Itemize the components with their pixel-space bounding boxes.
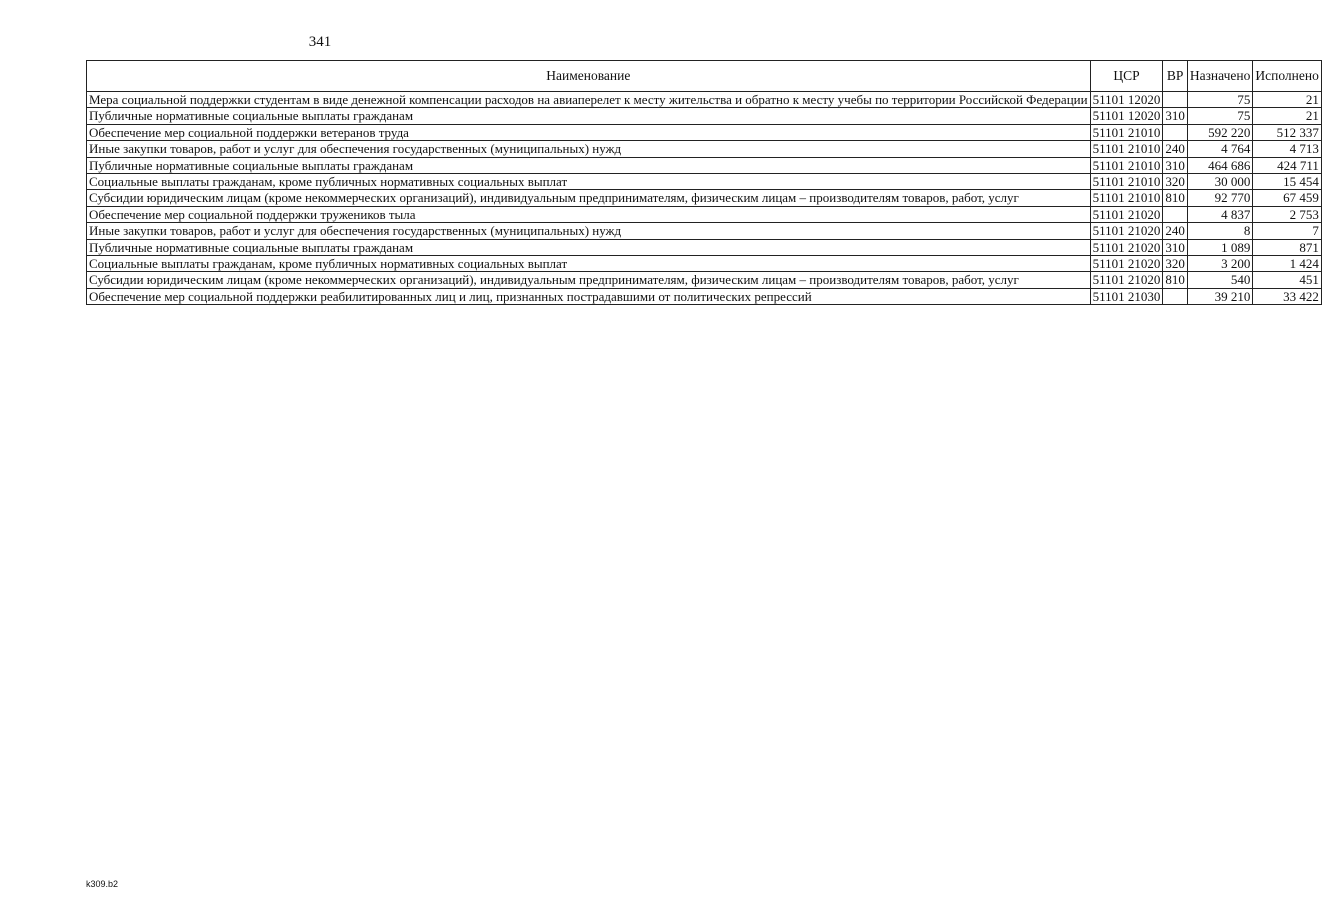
- cell-csr: 51101 21010: [1090, 190, 1163, 206]
- cell-executed: 21: [1253, 108, 1321, 124]
- column-header-executed: Исполнено: [1253, 61, 1321, 92]
- cell-name: Иные закупки товаров, работ и услуг для обеспечения государственных (муниципальных) нужд: [87, 141, 1091, 157]
- cell-vr: 810: [1163, 272, 1188, 288]
- cell-assigned: 8: [1187, 223, 1253, 239]
- cell-assigned: 92 770: [1187, 190, 1253, 206]
- cell-csr: 51101 21030: [1090, 288, 1163, 304]
- cell-name: Публичные нормативные социальные выплаты гражданам: [87, 239, 1091, 255]
- table-row: [87, 256, 1322, 272]
- cell-assigned: 540: [1187, 272, 1253, 288]
- cell-csr: 51101 12020: [1090, 108, 1163, 124]
- cell-executed: 4 713: [1253, 141, 1321, 157]
- cell-assigned: 592 220: [1187, 124, 1253, 140]
- cell-csr: 51101 21020: [1090, 206, 1163, 222]
- cell-csr: 51101 21020: [1090, 239, 1163, 255]
- column-header-vr: ВР: [1163, 61, 1188, 92]
- cell-executed: 21: [1253, 92, 1321, 108]
- page-number: 341: [308, 34, 332, 50]
- cell-executed: 15 454: [1253, 174, 1321, 190]
- cell-name: Субсидии юридическим лицам (кроме некоммерческих организаций), индивидуальным предпринимателям, физическим лицам – производителям товаров, работ, услуг: [87, 272, 1091, 288]
- table-row: [87, 92, 1322, 108]
- cell-vr: 240: [1163, 223, 1188, 239]
- table-row: [87, 190, 1322, 206]
- cell-name: Обеспечение мер социальной поддержки ветеранов труда: [87, 124, 1091, 140]
- column-header-name: Наименование: [87, 61, 1091, 92]
- cell-vr: 310: [1163, 108, 1188, 124]
- cell-assigned: 30 000: [1187, 174, 1253, 190]
- table-row: [87, 239, 1322, 255]
- cell-assigned: 39 210: [1187, 288, 1253, 304]
- table-row: [87, 108, 1322, 124]
- cell-csr: 51101 21020: [1090, 223, 1163, 239]
- cell-name: Публичные нормативные социальные выплаты гражданам: [87, 157, 1091, 173]
- cell-vr: 320: [1163, 174, 1188, 190]
- cell-csr: 51101 21010: [1090, 157, 1163, 173]
- budget-table: [86, 60, 1322, 305]
- table-row: [87, 206, 1322, 222]
- cell-vr: 310: [1163, 239, 1188, 255]
- cell-csr: 51101 12020: [1090, 92, 1163, 108]
- cell-assigned: 75: [1187, 92, 1253, 108]
- cell-executed: 2 753: [1253, 206, 1321, 222]
- cell-csr: 51101 21010: [1090, 141, 1163, 157]
- cell-vr: [1163, 92, 1188, 108]
- column-header-csr: ЦСР: [1090, 61, 1163, 92]
- cell-name: Мера социальной поддержки студентам в виде денежной компенсации расходов на авиаперелет к месту жительства и обратно к месту учебы по территории Российской Федерации: [87, 92, 1091, 108]
- cell-executed: 871: [1253, 239, 1321, 255]
- cell-assigned: 1 089: [1187, 239, 1253, 255]
- cell-vr: 310: [1163, 157, 1188, 173]
- cell-csr: 51101 21020: [1090, 272, 1163, 288]
- cell-vr: 810: [1163, 190, 1188, 206]
- cell-assigned: 464 686: [1187, 157, 1253, 173]
- table-body: [87, 92, 1322, 305]
- cell-name: Иные закупки товаров, работ и услуг для обеспечения государственных (муниципальных) нужд: [87, 223, 1091, 239]
- table-row: [87, 174, 1322, 190]
- table-header-row: [87, 61, 1322, 92]
- cell-executed: 1 424: [1253, 256, 1321, 272]
- cell-csr: 51101 21010: [1090, 174, 1163, 190]
- cell-name: Социальные выплаты гражданам, кроме публичных нормативных социальных выплат: [87, 256, 1091, 272]
- cell-executed: 512 337: [1253, 124, 1321, 140]
- cell-name: Публичные нормативные социальные выплаты гражданам: [87, 108, 1091, 124]
- cell-vr: [1163, 124, 1188, 140]
- table-row: [87, 272, 1322, 288]
- cell-assigned: 4 764: [1187, 141, 1253, 157]
- cell-vr: 320: [1163, 256, 1188, 272]
- cell-vr: [1163, 288, 1188, 304]
- table-row: [87, 288, 1322, 304]
- cell-vr: [1163, 206, 1188, 222]
- cell-vr: 240: [1163, 141, 1188, 157]
- table-row: [87, 157, 1322, 173]
- column-header-assigned: Назначено: [1187, 61, 1253, 92]
- cell-name: Субсидии юридическим лицам (кроме некоммерческих организаций), индивидуальным предпринимателям, физическим лицам – производителям товаров, работ, услуг: [87, 190, 1091, 206]
- cell-executed: 7: [1253, 223, 1321, 239]
- cell-executed: 67 459: [1253, 190, 1321, 206]
- cell-name: Обеспечение мер социальной поддержки тружеников тыла: [87, 206, 1091, 222]
- cell-executed: 424 711: [1253, 157, 1321, 173]
- cell-assigned: 3 200: [1187, 256, 1253, 272]
- cell-name: Социальные выплаты гражданам, кроме публичных нормативных социальных выплат: [87, 174, 1091, 190]
- cell-executed: 33 422: [1253, 288, 1321, 304]
- cell-assigned: 4 837: [1187, 206, 1253, 222]
- cell-executed: 451: [1253, 272, 1321, 288]
- table-row: [87, 124, 1322, 140]
- cell-assigned: 75: [1187, 108, 1253, 124]
- table-row: [87, 223, 1322, 239]
- table-row: [87, 141, 1322, 157]
- cell-csr: 51101 21010: [1090, 124, 1163, 140]
- cell-name: Обеспечение мер социальной поддержки реабилитированных лиц и лиц, признанных пострадавшими от политических репрессий: [87, 288, 1091, 304]
- footer-code: k309.b2: [86, 879, 119, 889]
- cell-csr: 51101 21020: [1090, 256, 1163, 272]
